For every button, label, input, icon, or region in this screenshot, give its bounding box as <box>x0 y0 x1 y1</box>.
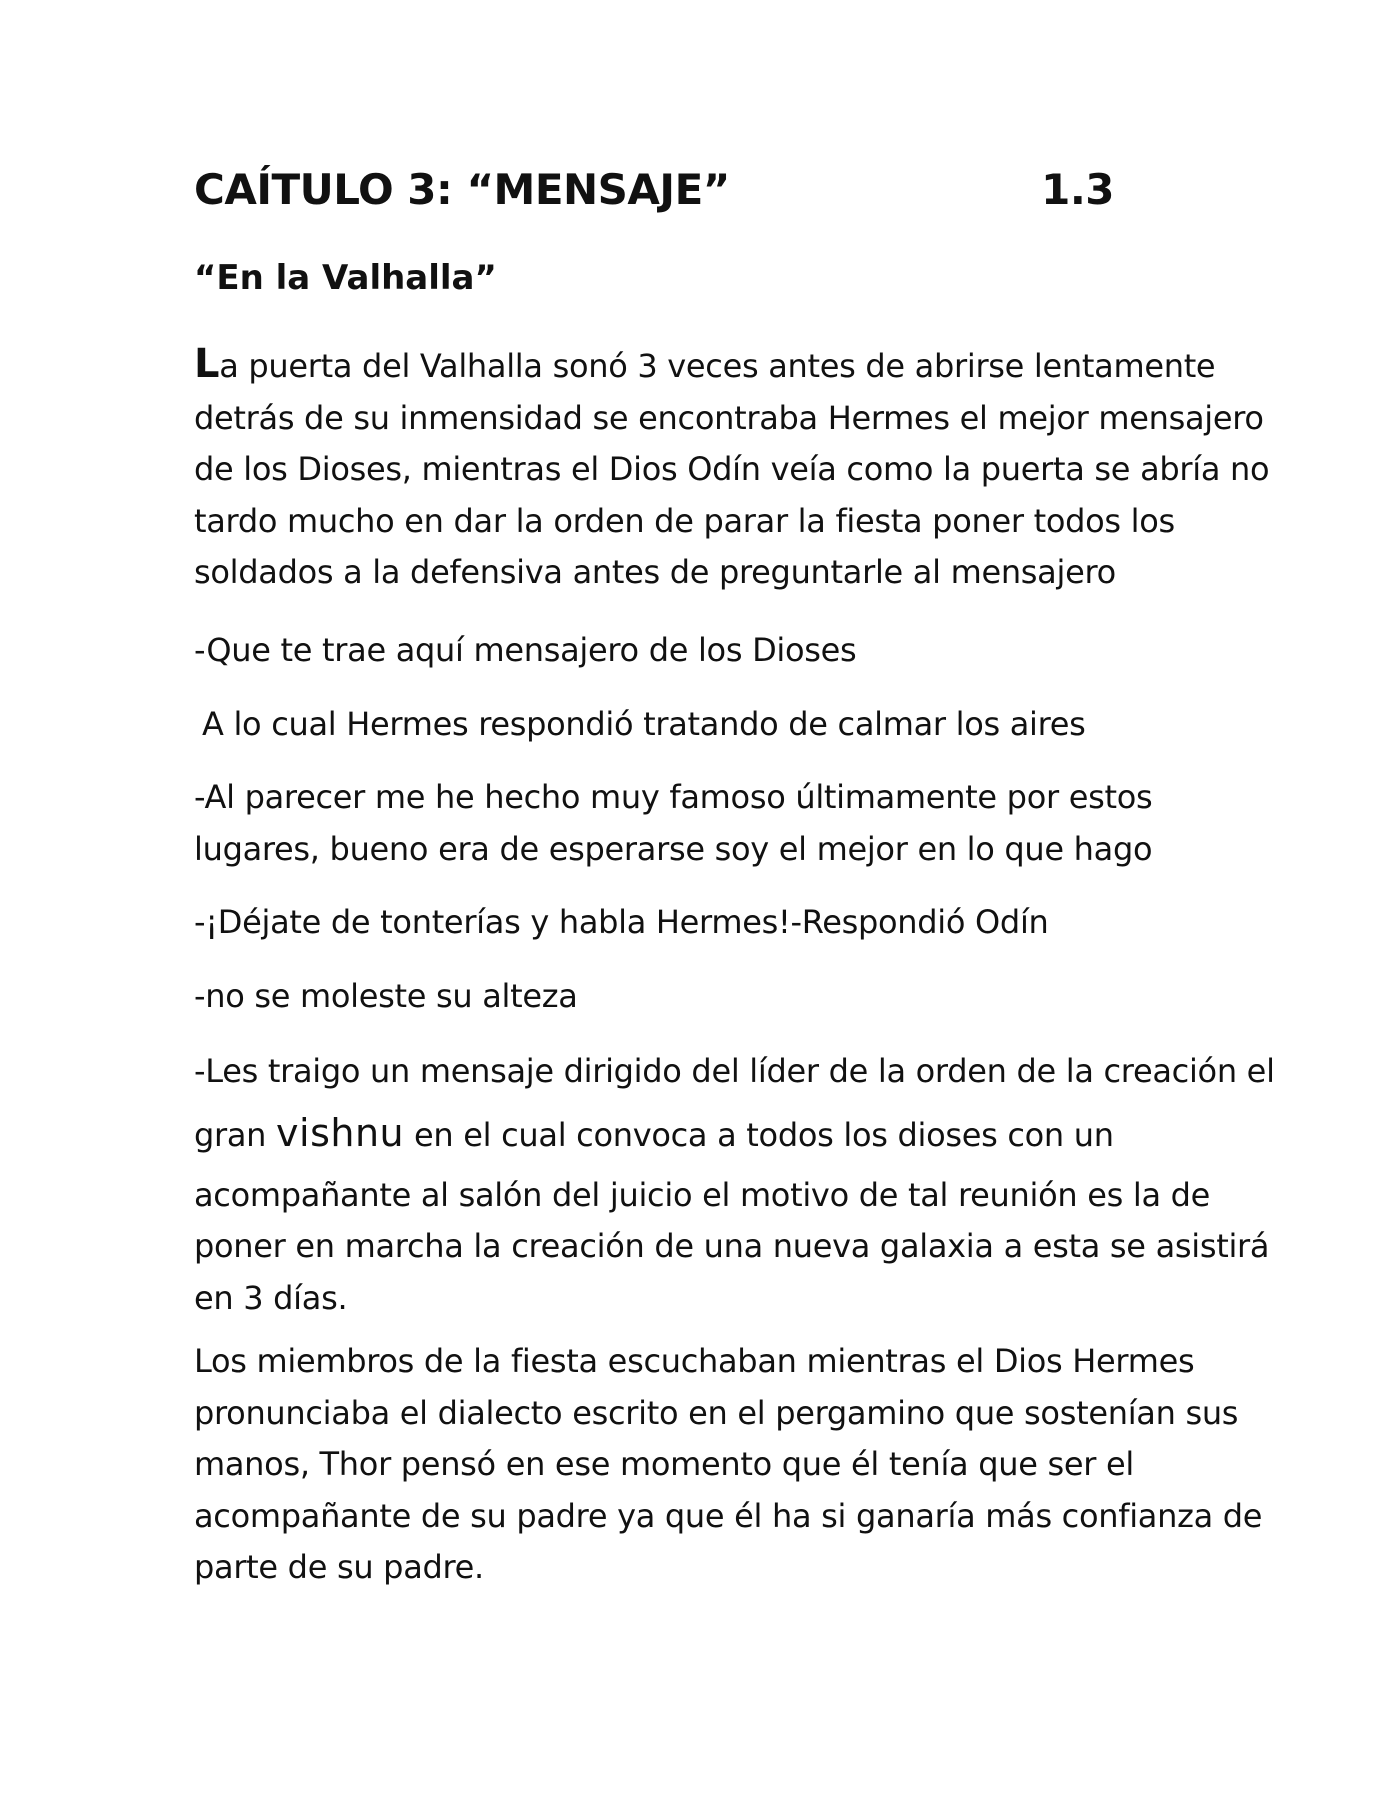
paragraph-line <box>194 1098 1234 1170</box>
dialogue-line: -Que te trae aquí mensajero de los Dioses <box>194 631 857 669</box>
chapter-title: CAÍTULO 3: “MENSAJE” <box>194 165 730 214</box>
chapter-number: 1.3 <box>1041 165 1114 214</box>
paragraph-line: en 3 días. <box>194 1278 348 1317</box>
section-subtitle: “En la Valhalla” <box>194 258 497 298</box>
dialogue-paragraph <box>194 772 1234 875</box>
paragraph-line: de los Dioses, mientras el Dios Odín veía como la puerta se abría no <box>194 450 1270 488</box>
paragraph-line: Los miembros de la fiesta escuchaban mientras el Dios Hermes <box>194 1342 1195 1380</box>
chapter-header <box>194 165 1114 214</box>
emphasized-name: vishnu <box>276 1110 405 1155</box>
paragraph-line: -Les traigo un mensaje dirigido del líder de la orden de la creación el <box>194 1052 1275 1090</box>
paragraph-line: parte de su padre. <box>194 1548 484 1586</box>
paragraph-line: acompañante al salón del juicio el motivo de tal reunión es la de <box>194 1175 1211 1214</box>
paragraph-line: acompañante de su padre ya que él ha si ganaría más confianza de <box>194 1496 1263 1535</box>
paragraph-line: detrás de su inmensidad se encontraba Hermes el mejor mensajero <box>194 398 1264 437</box>
line-text: a puerta del Valhalla sonó 3 veces antes de abrirse lentamente <box>219 347 1216 385</box>
paragraph-line <box>194 339 1234 393</box>
paragraph-line: lugares, bueno era de esperarse soy el mejor en lo que hago <box>194 829 1153 868</box>
narration-paragraph <box>194 1336 1263 1594</box>
dialogue-paragraph <box>194 1046 1275 1324</box>
line-text: en el cual convoca a todos los dioses con un <box>404 1115 1114 1154</box>
narration-line: A lo cual Hermes respondió tratando de calmar los aires <box>202 705 1086 743</box>
dialogue-line: -¡Déjate de tonterías y habla Hermes!-Respondió Odín <box>194 903 1049 941</box>
document-page <box>194 0 1275 1812</box>
dialogue-line: -no se moleste su alteza <box>194 977 578 1015</box>
paragraph-line: tardo mucho en dar la orden de parar la fiesta poner todos los <box>194 501 1175 540</box>
paragraph-line: manos, Thor pensó en ese momento que él tenía que ser el <box>194 1445 1134 1483</box>
line-text: gran <box>194 1115 277 1154</box>
paragraph-line: pronunciaba el dialecto escrito en el pergamino que sostenían sus <box>194 1393 1239 1432</box>
paragraph-line: poner en marcha la creación de una nueva galaxia a esta se asistirá <box>194 1227 1270 1265</box>
paragraph-opening <box>194 339 1270 599</box>
paragraph-line: -Al parecer me he hecho muy famoso últimamente por estos <box>194 778 1153 816</box>
paragraph-line: soldados a la defensiva antes de preguntarle al mensajero <box>194 553 1116 591</box>
drop-cap: L <box>194 341 220 387</box>
